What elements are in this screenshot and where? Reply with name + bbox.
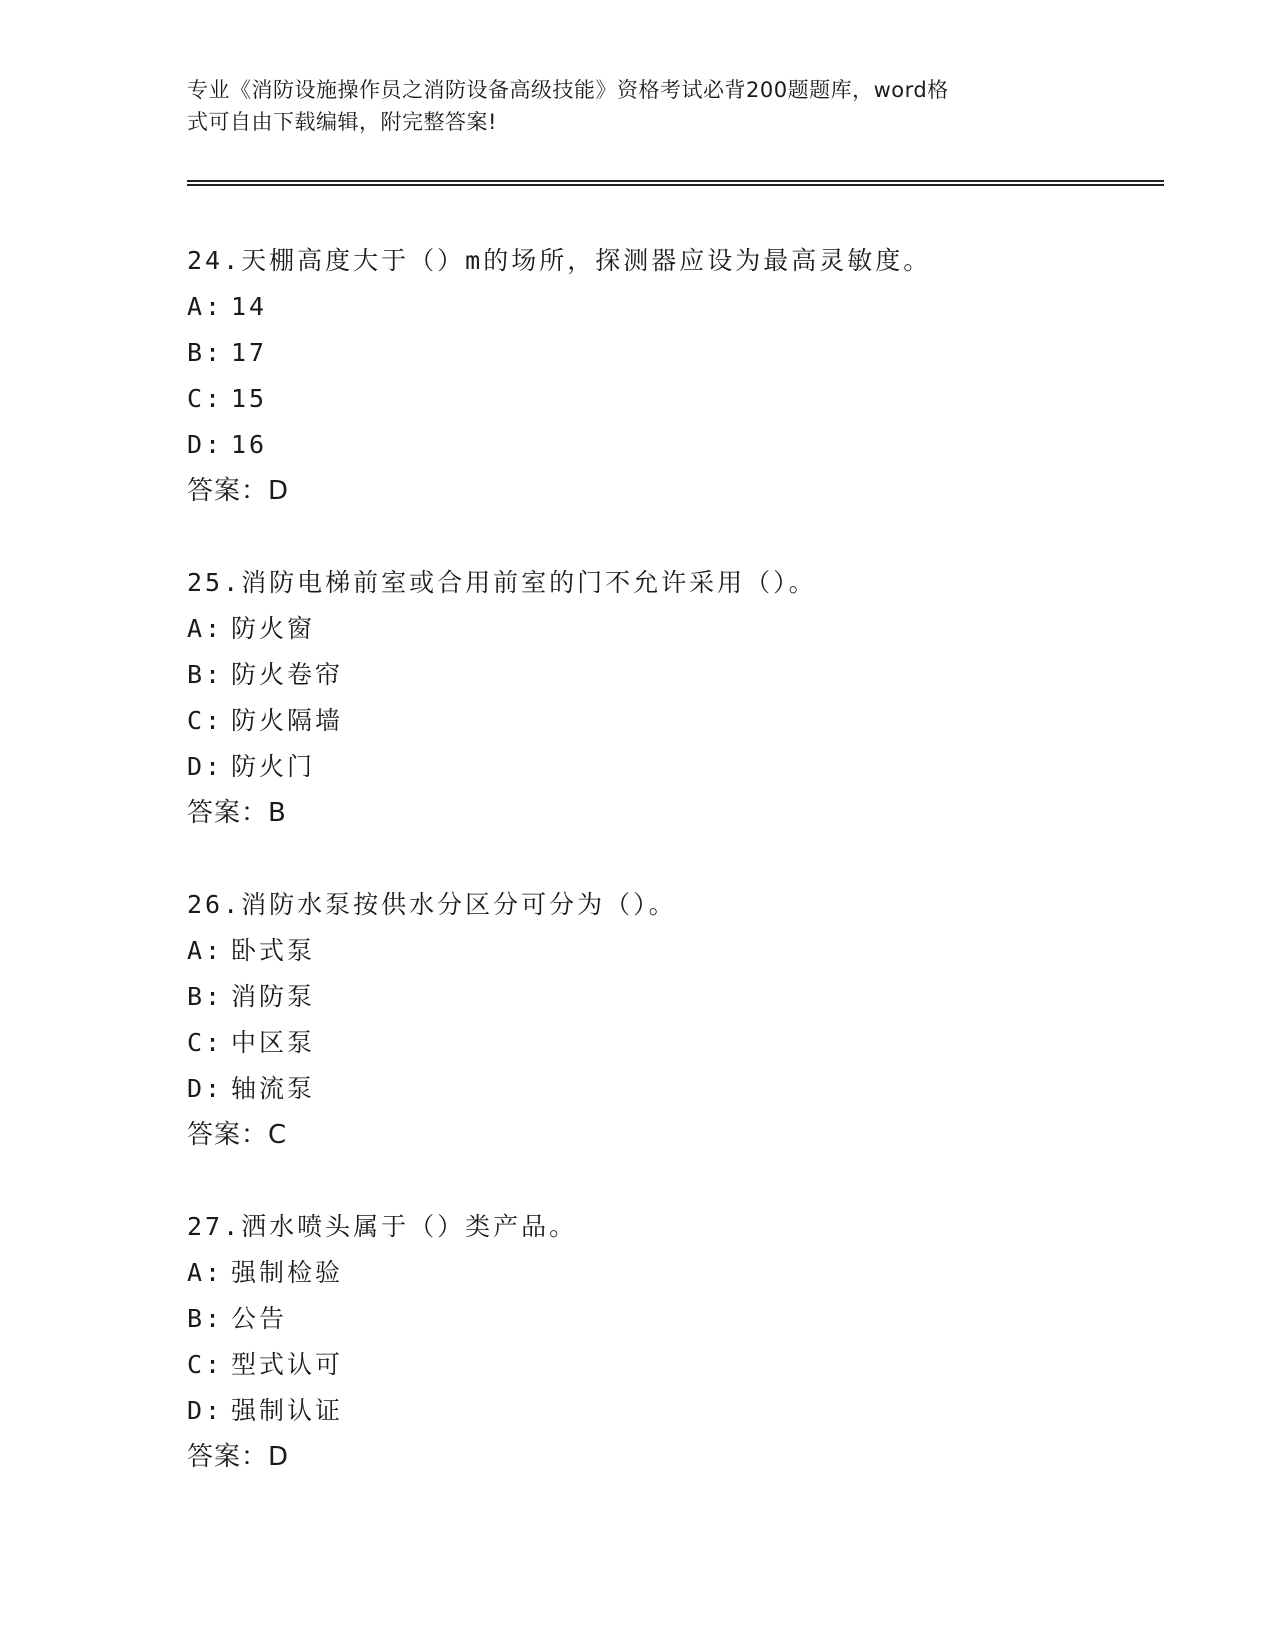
option-a [187, 928, 1187, 974]
option-text: 轴流泵 [231, 1074, 316, 1103]
option-text: 15 [231, 384, 268, 413]
option-letter: C: [187, 1028, 224, 1057]
option-d [187, 422, 1187, 468]
option-text: 强制认证 [231, 1396, 344, 1425]
option-c [187, 1020, 1187, 1066]
question-24 [187, 238, 1187, 560]
question-stem: 25.消防电梯前室或合用前室的门不允许采用（）。 [187, 568, 817, 597]
header-line-2: 式可自由下载编辑，附完整答案! [187, 110, 497, 134]
option-a [187, 284, 1187, 330]
option-letter: D: [187, 752, 224, 781]
question-25 [187, 560, 1187, 882]
option-a [187, 606, 1187, 652]
document-header [187, 74, 1087, 138]
option-text: 14 [231, 292, 268, 321]
header-divider-bottom [187, 184, 1164, 186]
option-text: 16 [231, 430, 268, 459]
header-divider-top [187, 180, 1164, 182]
option-letter: C: [187, 384, 224, 413]
option-text: 卧式泵 [231, 936, 316, 965]
option-c [187, 698, 1187, 744]
option-text: 消防泵 [231, 982, 316, 1011]
question-list [187, 238, 1187, 1526]
question-stem: 26.消防水泵按供水分区分可分为（）。 [187, 890, 677, 919]
question-stem: 27.洒水喷头属于（）类产品。 [187, 1212, 578, 1241]
option-b [187, 974, 1187, 1020]
option-d [187, 1066, 1187, 1112]
option-text: 公告 [231, 1304, 288, 1333]
answer: 答案：D [187, 1442, 290, 1472]
answer: 答案：C [187, 1120, 288, 1150]
option-letter: A: [187, 1258, 224, 1287]
option-letter: A: [187, 614, 224, 643]
option-letter: C: [187, 706, 224, 735]
option-a [187, 1250, 1187, 1296]
option-text: 17 [231, 338, 268, 367]
option-letter: C: [187, 1350, 224, 1379]
option-text: 防火卷帘 [231, 660, 344, 689]
option-c [187, 1342, 1187, 1388]
header-line-1: 专业《消防设施操作员之消防设备高级技能》资格考试必背200题题库，word格 [187, 78, 949, 102]
option-c [187, 376, 1187, 422]
answer: 答案：B [187, 798, 287, 828]
option-letter: B: [187, 338, 224, 367]
question-26 [187, 882, 1187, 1204]
option-text: 型式认可 [231, 1350, 344, 1379]
option-letter: A: [187, 292, 224, 321]
option-d [187, 1388, 1187, 1434]
option-letter: D: [187, 1074, 224, 1103]
option-letter: D: [187, 1396, 224, 1425]
option-letter: D: [187, 430, 224, 459]
option-b [187, 1296, 1187, 1342]
option-letter: B: [187, 660, 224, 689]
option-b [187, 330, 1187, 376]
option-text: 中区泵 [231, 1028, 316, 1057]
option-letter: B: [187, 1304, 224, 1333]
question-27 [187, 1204, 1187, 1526]
option-letter: A: [187, 936, 224, 965]
option-text: 防火窗 [231, 614, 316, 643]
option-d [187, 744, 1187, 790]
answer: 答案：D [187, 476, 290, 506]
question-stem: 24.天棚高度大于（）m的场所，探测器应设为最高灵敏度。 [187, 246, 932, 275]
option-letter: B: [187, 982, 224, 1011]
option-text: 防火隔墙 [231, 706, 344, 735]
option-text: 强制检验 [231, 1258, 344, 1287]
option-text: 防火门 [231, 752, 316, 781]
option-b [187, 652, 1187, 698]
